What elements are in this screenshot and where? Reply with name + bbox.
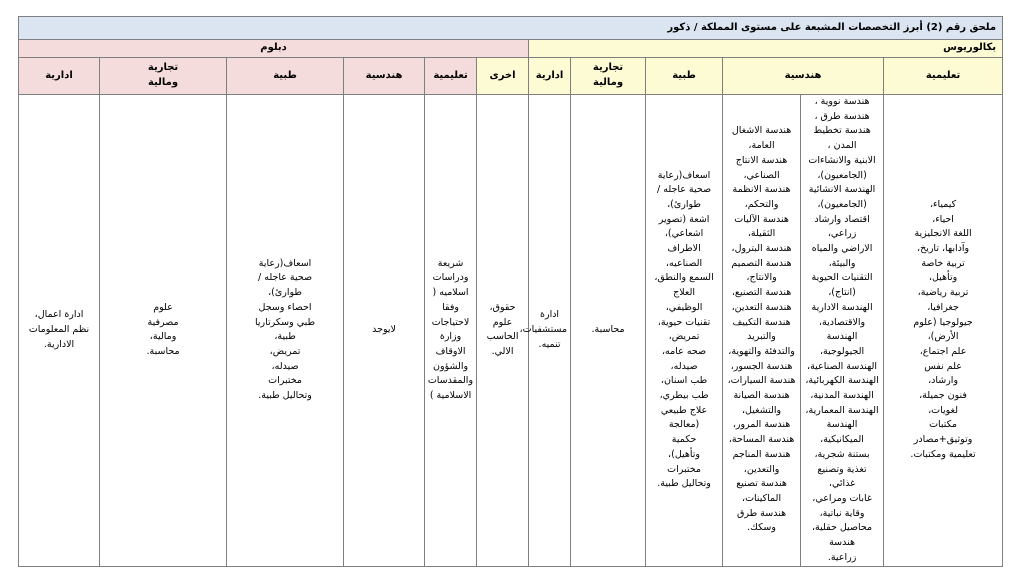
cell-bachelor-education: كيمياء، احياء، اللغة الانجليزية وآدابها، تاريخ، تربية خاصة وتأهيل، تربية رياضية، جغرافيا، جيولوجيا (علوم الأرض)، علم اجتماع، علم نفس وارشاد، فنون جميلة، لغويات، مكتبات وتوثيق+مصادر تعليمية ومكتبات. [884, 95, 1003, 567]
header-diploma-education: تعليمية [425, 58, 477, 95]
header-bachelor-admin: ادارية [529, 58, 571, 95]
header-bachelor-commerce: تجارية ومالية [571, 58, 646, 95]
group-header-bachelor: بكالوريوس [529, 40, 1003, 58]
cell-diploma-commerce: علوم مصرفية ومالية، محاسبة. [100, 95, 227, 567]
header-bachelor-other: اخرى [477, 58, 529, 95]
header-diploma-admin: ادارية [19, 58, 100, 95]
table-title: ملحق رقم (2) أبرز التخصصات المشبعة على مستوى المملكة / ذكور [19, 17, 1003, 40]
header-bachelor-medical: طبية [646, 58, 723, 95]
annex-table-wrapper [18, 16, 1002, 567]
header-bachelor-education: تعليمية [884, 58, 1003, 95]
header-diploma-engineering: هندسية [344, 58, 425, 95]
group-header-diploma: دبلوم [19, 40, 529, 58]
saturated-specializations-table [18, 16, 1003, 567]
cell-bachelor-engineering-part1: هندسة نووية ، هندسة طرق ، هندسة تخطيط المدن ، الابنية والانشاءات (الجامعيون)، الهندسة الانشائية (الجامعيون)، اقتصاد وارشاد زراعي، الاراضي والمياه والبيئة، التقنيات الحيوية (انتاج)، الهندسة الادارية والاقتصادية، الهندسة الجيولوجية، الهندسة الصناعية، الهندسة الكهربائية، الهندسة المدنية، الهندسة المعمارية، الهندسة الميكانيكية، بستنة شجرية، تغذية وتصنيع غذائي، غابات ومراعي، وقاية نباتية، محاصيل حقلية، هندسة زراعية. [801, 95, 884, 567]
cell-bachelor-medical: اسعاف(رعاية صحية عاجله / طوارئ)، اشعة (تصوير اشعاعي)، الاطراف الصناعيه، السمع والنطق، العلاج الوظيفي، تقنيات حيوية، تمريض، صحه عامه، صيدله، طب اسنان، طب بيطري، علاج طبيعي (معالجة حكمية وتأهيل)، مختبرات وتحاليل طبية. [646, 95, 723, 567]
cell-bachelor-engineering-part2: هندسة الاشغال العامة، هندسة الانتاج الصناعي، هندسة الانظمة والتحكم، هندسة الآليات الثقيلة، هندسة البترول، هندسة التصميم والانتاج، هندسة التصنيع، هندسة التعدين، هندسة التكييف والتبريد والتدفئة والتهوية، هندسة الجسور، هندسة السيارات، هندسة الصيانة والتشغيل، هندسة المرور، هندسة المساحة، هندسة المناجم والتعدين، هندسة تصنيع الماكينات، هندسة طرق وسكك. [723, 95, 801, 567]
cell-diploma-education: شريعة ودراسات اسلاميه ( وفقا لاحتياجات وزارة الاوقاف والشؤون والمقدسات الاسلامية ) [425, 95, 477, 567]
cell-diploma-engineering: لايوجد [344, 95, 425, 567]
cell-bachelor-commerce: محاسبة. [571, 95, 646, 567]
cell-diploma-medical: اسعاف(رعاية صحية عاجله / طوارئ)، احصاء وسجل طبي وسكرتاريا طبية، تمريض، صيدله، مختبرات وتحاليل طبية. [227, 95, 344, 567]
header-diploma-commerce: تجارية ومالية [100, 58, 227, 95]
header-diploma-medical: طبية [227, 58, 344, 95]
cell-bachelor-other: حقوق، علوم الحاسب الالي. [477, 95, 529, 567]
cell-diploma-admin: ادارة اعمال، نظم المعلومات الادارية. [19, 95, 100, 567]
header-bachelor-engineering: هندسية [723, 58, 884, 95]
cell-bachelor-admin: ادارة مستشفيات، تنميه. [529, 95, 571, 567]
